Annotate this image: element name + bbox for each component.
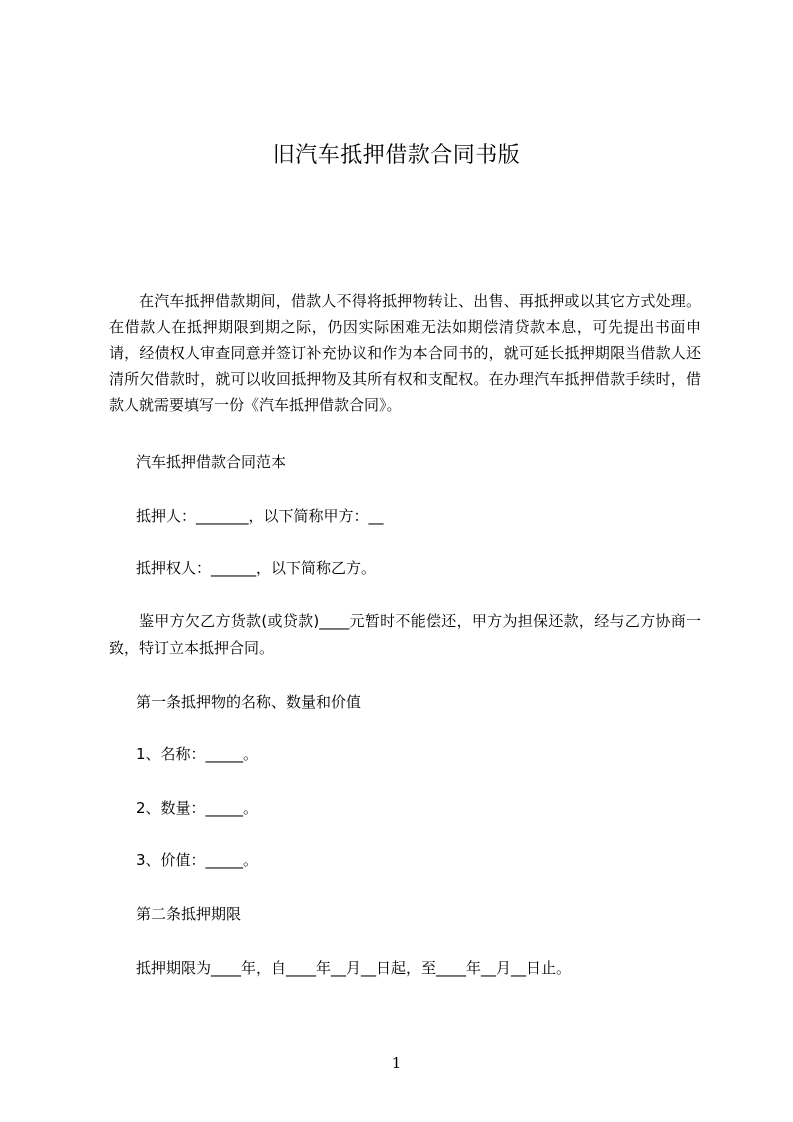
article2-title: 第二条抵押期限 [136, 905, 242, 923]
mortgagor-line: 抵押人：_______，以下简称甲方：__ [136, 507, 384, 525]
term-line: 抵押期限为____年，自____年__月__日起，至____年__月__日止。 [136, 959, 572, 977]
article1-title: 第一条抵押物的名称、数量和价值 [136, 693, 362, 711]
page-number: 1 [391, 1054, 402, 1072]
document-title: 旧汽车抵押借款合同书版 [272, 143, 521, 168]
preamble-paragraph: 鉴甲方欠乙方货款(或贷款)____元暂时不能偿还，甲方为担保还款，经与乙方协商一致，特订立本抵押合同。 [109, 612, 701, 657]
template-heading: 汽车抵押借款合同范本 [136, 453, 287, 471]
item-name-line: 1、名称：_____。 [136, 745, 259, 763]
intro-paragraph: 在汽车抵押借款期间，借款人不得将抵押物转让、出售、再抵押或以其它方式处理。在借款人在抵押期限到期之际，仍因实际困难无法如期偿清贷款本息，可先提出书面申请，经债权人审查同意并签订补充协议和作为本合同书的，就可延长抵押期限当借款人还清所欠借款时，就可以收回抵押物及其所有权和支配权。在办理汽车抵押借款手续时，借款人就需要填写一份《汽车抵押借款合同》。 [109, 292, 701, 414]
mortgagee-line: 抵押权人：______，以下简称乙方。 [136, 559, 377, 577]
item-value-line: 3、价值：_____。 [136, 851, 259, 869]
item-quantity-line: 2、数量：_____。 [136, 799, 259, 817]
